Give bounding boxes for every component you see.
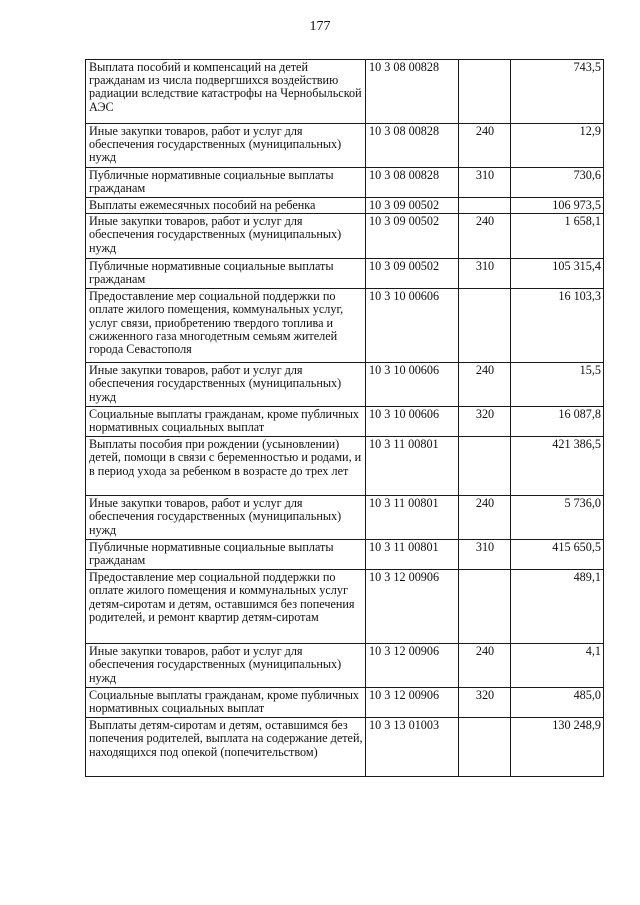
cell-name: Публичные нормативные социальные выплаты гражданам: [86, 168, 366, 198]
table-row: [86, 363, 604, 407]
cell-expense-kind: 310: [459, 168, 511, 198]
cell-expense-kind: 240: [459, 363, 511, 407]
cell-amount: 4,1: [511, 644, 604, 688]
table-row: [86, 214, 604, 259]
cell-name: Социальные выплаты гражданам, кроме публичных нормативных социальных выплат: [86, 688, 366, 718]
cell-target-code: 10 3 13 01003: [366, 718, 459, 777]
table-row: [86, 437, 604, 496]
cell-name: Иные закупки товаров, работ и услуг для обеспечения государственных (муниципальных) нужд: [86, 214, 366, 259]
cell-expense-kind: [459, 289, 511, 363]
cell-amount: 16 087,8: [511, 407, 604, 437]
cell-amount: 485,0: [511, 688, 604, 718]
cell-target-code: 10 3 10 00606: [366, 289, 459, 363]
cell-expense-kind: 320: [459, 407, 511, 437]
cell-expense-kind: [459, 718, 511, 777]
cell-name: Иные закупки товаров, работ и услуг для обеспечения государственных (муниципальных) нужд: [86, 496, 366, 540]
cell-amount: 15,5: [511, 363, 604, 407]
table-row: [86, 496, 604, 540]
table-row: [86, 289, 604, 363]
cell-target-code: 10 3 12 00906: [366, 570, 459, 644]
table-row: [86, 540, 604, 570]
table-row: [86, 688, 604, 718]
cell-target-code: 10 3 10 00606: [366, 363, 459, 407]
cell-expense-kind: [459, 198, 511, 214]
cell-name: Иные закупки товаров, работ и услуг для обеспечения государственных (муниципальных) нужд: [86, 124, 366, 168]
cell-expense-kind: 310: [459, 540, 511, 570]
budget-table-body: [86, 60, 604, 777]
cell-target-code: 10 3 11 00801: [366, 496, 459, 540]
cell-target-code: 10 3 10 00606: [366, 407, 459, 437]
cell-amount: 105 315,4: [511, 259, 604, 289]
budget-table: [85, 59, 604, 777]
cell-name: Выплаты пособия при рождении (усыновлении) детей, помощи в связи с беременностью и родами, и в период ухода за ребенком в возрасте до трех лет: [86, 437, 366, 496]
cell-amount: 106 973,5: [511, 198, 604, 214]
cell-amount: 12,9: [511, 124, 604, 168]
cell-expense-kind: 320: [459, 688, 511, 718]
table-row: [86, 718, 604, 777]
cell-expense-kind: [459, 60, 511, 124]
cell-target-code: 10 3 12 00906: [366, 688, 459, 718]
cell-target-code: 10 3 09 00502: [366, 259, 459, 289]
cell-expense-kind: 310: [459, 259, 511, 289]
cell-target-code: 10 3 09 00502: [366, 214, 459, 259]
cell-amount: 5 736,0: [511, 496, 604, 540]
cell-name: Социальные выплаты гражданам, кроме публичных нормативных социальных выплат: [86, 407, 366, 437]
table-row: [86, 124, 604, 168]
table-row: [86, 644, 604, 688]
cell-name: Выплата пособий и компенсаций на детей гражданам из числа подвергшихся воздействию радиации вследствие катастрофы на Чернобыльской АЭС: [86, 60, 366, 124]
cell-target-code: 10 3 11 00801: [366, 437, 459, 496]
cell-name: Выплаты ежемесячных пособий на ребенка: [86, 198, 366, 214]
table-row: [86, 168, 604, 198]
page-number: 177: [309, 19, 331, 34]
cell-amount: 1 658,1: [511, 214, 604, 259]
cell-amount: 415 650,5: [511, 540, 604, 570]
cell-target-code: 10 3 09 00502: [366, 198, 459, 214]
cell-expense-kind: 240: [459, 644, 511, 688]
cell-amount: 16 103,3: [511, 289, 604, 363]
cell-target-code: 10 3 11 00801: [366, 540, 459, 570]
cell-expense-kind: 240: [459, 496, 511, 540]
cell-name: Иные закупки товаров, работ и услуг для обеспечения государственных (муниципальных) нужд: [86, 363, 366, 407]
cell-name: Предоставление мер социальной поддержки по оплате жилого помещения, коммунальных услуг, услуг связи, приобретению твердого топлива и сжиженного газа многодетным семьям жителей города Севастополя: [86, 289, 366, 363]
cell-name: Публичные нормативные социальные выплаты гражданам: [86, 540, 366, 570]
cell-target-code: 10 3 12 00906: [366, 644, 459, 688]
cell-target-code: 10 3 08 00828: [366, 60, 459, 124]
cell-amount: 421 386,5: [511, 437, 604, 496]
cell-name: Выплаты детям-сиротам и детям, оставшимся без попечения родителей, выплата на содержание детей, находящихся под опекой (попечительством): [86, 718, 366, 777]
table-row: [86, 570, 604, 644]
cell-expense-kind: 240: [459, 214, 511, 259]
cell-target-code: 10 3 08 00828: [366, 124, 459, 168]
cell-expense-kind: 240: [459, 124, 511, 168]
table-row: [86, 198, 604, 214]
cell-amount: 489,1: [511, 570, 604, 644]
cell-target-code: 10 3 08 00828: [366, 168, 459, 198]
cell-name: Публичные нормативные социальные выплаты гражданам: [86, 259, 366, 289]
table-row: [86, 259, 604, 289]
cell-name: Иные закупки товаров, работ и услуг для обеспечения государственных (муниципальных) нужд: [86, 644, 366, 688]
cell-name: Предоставление мер социальной поддержки по оплате жилого помещения и коммунальных услуг детям-сиротам и детям, оставшимся без попечения родителей, и ремонт квартир детям-сиротам: [86, 570, 366, 644]
cell-amount: 130 248,9: [511, 718, 604, 777]
cell-expense-kind: [459, 570, 511, 644]
cell-amount: 743,5: [511, 60, 604, 124]
table-row: [86, 407, 604, 437]
table-row: [86, 60, 604, 124]
cell-expense-kind: [459, 437, 511, 496]
cell-amount: 730,6: [511, 168, 604, 198]
